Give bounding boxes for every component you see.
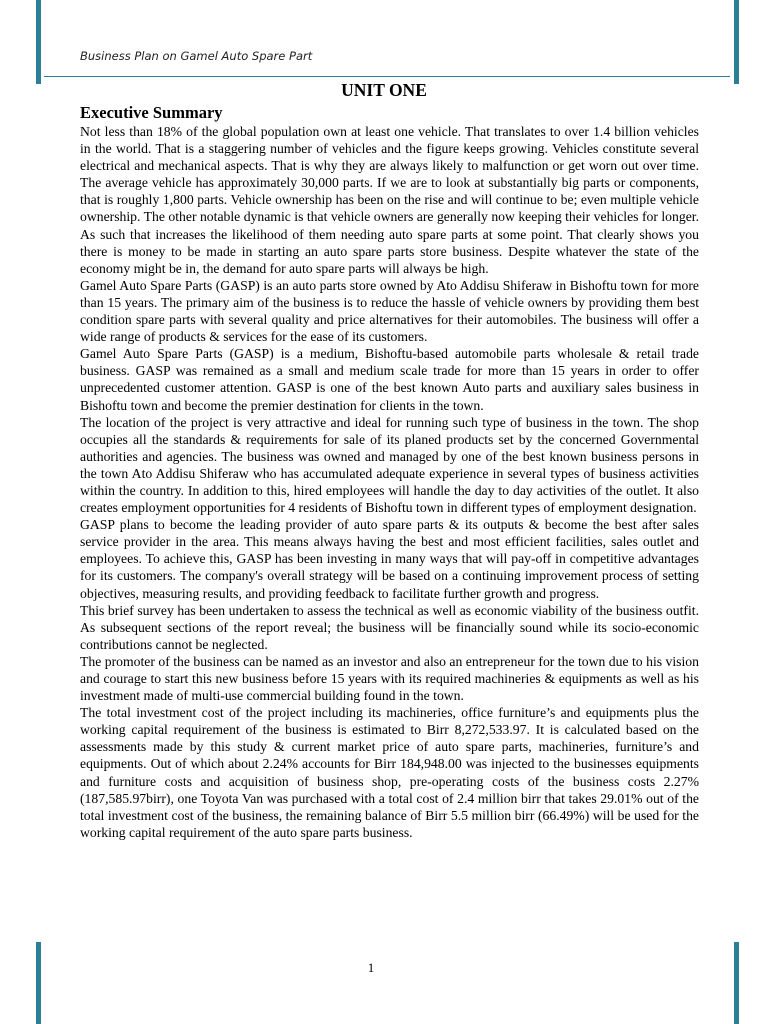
top-right-border-bar [734, 0, 739, 84]
header-rule [44, 76, 730, 77]
paragraph-6: This brief survey has been undertaken to assess the technical as well as economic viability of the business outfit. As subsequent sections of the report reveal; the business will be financially sound while its socio-economic contributions cannot be neglected. [80, 602, 699, 652]
bottom-left-border-bar [36, 942, 41, 1024]
paragraph-2: Gamel Auto Spare Parts (GASP) is an auto parts store owned by Ato Addisu Shiferaw in Bishoftu town for more than 15 years. The primary aim of the business is to reduce the hassle of vehicle owners by providing them best condition spare parts with several quality and price alternatives for their automobiles. The business will offer a wide range of products & services for the ease of its customers. [80, 277, 699, 345]
paragraph-8: The total investment cost of the project including its machineries, office furniture’s and equipments plus the working capital requirement of the business is estimated to Birr 8,272,533.97. It is calculated based on the assessments made by this study & current market price of auto spare parts, machineries, furniture’s and equipments. Out of which about 2.24% accounts for Birr 184,948.00 was injected to the businesses equipments and furniture costs and acquisition of business shop, pre-operating costs of the business costs 2.27% (187,585.97birr), one Toyota Van was purchased with a total cost of 2.4 million birr that takes 29.01% out of the total investment cost of the business, the remaining balance of Birr 5.5 million birr (66.49%) will be used for the working capital requirement of the auto spare parts business. [80, 705, 699, 840]
top-left-border-bar [36, 0, 41, 84]
paragraph-4: The location of the project is very attractive and ideal for running such type of business in the town. The shop occupies all the standards & requirements for sale of its planed products set by the concerned Governmental authorities and agencies. The business was owned and managed by one of the best known business persons in the town Ato Addisu Shiferaw who has accumulated adequate experience in several types of business activities within the country. In addition to this, hired employees will handle the day to day activities of the outlet. It also creates employment opportunities for 4 residents of Bishoftu town in different types of employment designation. [80, 414, 699, 516]
bottom-right-border-bar [734, 942, 739, 1024]
paragraph-1: Not less than 18% of the global population own at least one vehicle. That translates to over 1.4 billion vehicles in the world. That is a staggering number of vehicles and the figure keeps growing. Vehicles constitute several electrical and mechanical aspects. That is why they are always likely to malfunction or get worn out over time. The average vehicle has approximately 30,000 parts. If we are to look at substantially big parts or components, that is roughly 1,800 parts. Vehicle ownership has been on the rise and will continue to be; even multiple vehicle ownership. The other notable dynamic is that vehicle owners are generally now keeping their vehicles for longer. As such that increases the likelihood of them needing auto spare parts at some point. That clearly shows you there is money to be made in starting an auto spare parts store business. Despite whatever the state of the economy might be in, the demand for auto spare parts will always be high. [80, 124, 699, 276]
unit-title: UNIT ONE [341, 80, 427, 100]
document-body [80, 102, 699, 841]
section-heading: Executive Summary [80, 103, 223, 122]
paragraph-3: Gamel Auto Spare Parts (GASP) is a medium, Bishoftu-based automobile parts wholesale & retail trade business. GASP was remained as a small and medium scale trade for more than 15 years in order to offer unprecedented customer attention. GASP is one of the best known Auto parts and auxiliary sales business in Bishoftu town and become the premier destination for clients in the town. [80, 346, 699, 413]
page-number: 1 [367, 960, 375, 975]
paragraph-7: The promoter of the business can be named as an investor and also an entrepreneur for the town due to his vision and courage to start this new business before 15 years with its required machineries & equipments as well as his investment made of multi-use commercial building found in the town. [80, 653, 699, 704]
paragraph-5: GASP plans to become the leading provider of auto spare parts & its outputs & become the best after sales service provider in the area. This means always having the best and most efficient facilities, sales outlet and employees. To achieve this, GASP has been investing in many ways that will pay-off in competitive advantages for its customers. The company's overall strategy will be based on a continuing improvement process of setting objectives, measuring results, and providing feedback to facilitate further growth and progress. [80, 517, 699, 601]
running-header: Business Plan on Gamel Auto Spare Part [80, 49, 313, 63]
